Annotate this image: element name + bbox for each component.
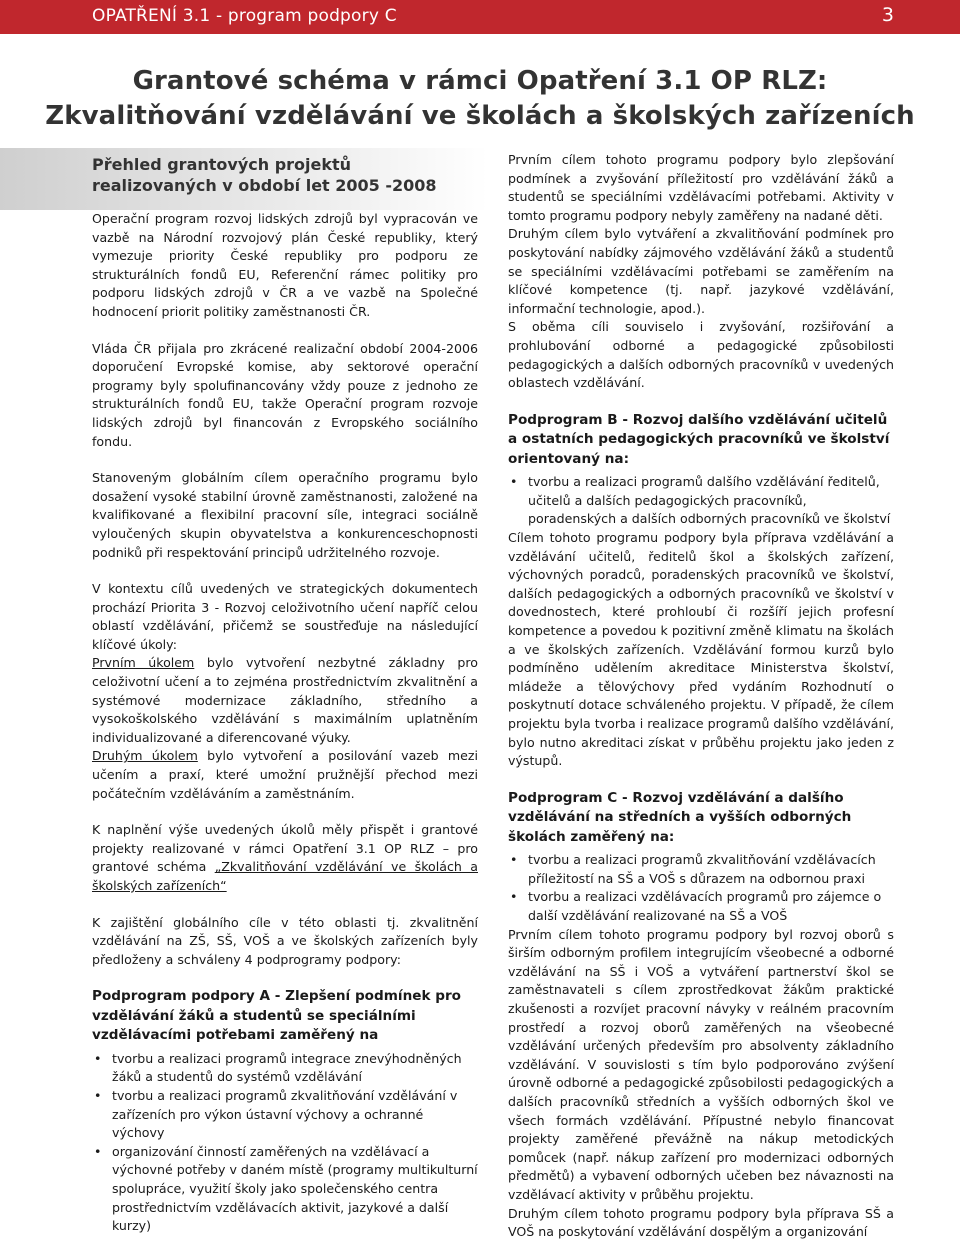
underlined-term: Druhým úkolem: [92, 748, 198, 764]
paragraph: S oběma cíli souviselo i zvyšování, rozšiřování a prohlubování odborné a pedagogické způsobilosti pedagogických a dalších odborných pracovníků v uvedených oblastech vzdělávání.: [508, 319, 894, 391]
right-column: [508, 151, 894, 1242]
paragraph: Prvním úkolem bylo vytvoření nezbytné základny pro celoživotní učení a to zejména prostřednictvím zkvalitnění a systémové modernizace základního, středního a vysokoškolského vzdělávání s maximálním uplatněním individualizované a diferencované výuky.: [92, 655, 478, 745]
paragraph: Vláda ČR přijala pro zkrácené realizační období 2004-2006 doporučení Evropské komise, aby sektorové operační programy byly spolufinancovány vždy pouze z jednoho ze strukturálních fondů EU, takže Operační program rozvoje lidských zdrojů byl financován z Evropského sociálního fondu.: [92, 340, 478, 449]
subprogram-b-list: [508, 473, 894, 529]
paragraph: Druhým úkolem bylo vytvoření a posilování vazeb mezi učením a praxí, které umožní pružnější přechod mezi počátečním vzděláváním a zaměstnáním.: [92, 748, 478, 801]
list-item: • organizování činností zaměřených na vzdělávací a výchovné potřeby v daném místě (programy multikulturní spolupráce, využití školy jako společenského centra prostřednictvím vzdělávacích aktivit, jazykové a další kurzy): [92, 1143, 478, 1236]
paragraph: V kontextu cílů uvedených ve strategických dokumentech prochází Priorita 3 - Rozvoj celoživotního učení napříč celou oblastí vzdělávání, přičemž se soustřeďuje na následující klíčové úkoly:: [92, 581, 478, 652]
paragraph: Prvním cílem tohoto programu podpory byl rozvoj oborů s širším odborným profilem integrujícím všeobecné a odborné vzdělávání na SŠ i VOŠ a vytváření partnerství škol se zaměstnavateli s cílem zprostředkovat žákům praktické zkušenosti a rozvíjet pracovní návyky v reálném pracovním prostředí a rozvoj oborů zaměřených na všeobecné vzdělávání určených především pro absolventy základního vzdělávání. V souvislosti s tím bylo podporováno zvýšení úrovně odborné a pedagogické způsobilosti pedagogických a dalších pracovníků středních a vyšších odborných škol ve všech formách vzdělávání. Přípustné nebylo financovat projekty zaměřené převážně na nákup metodických pomůcek (např. nákup zařízení pro modernizaci odborných předmětů) a vybavení odborných učeben bez návaznosti na vzdělávací aktivity v průběhu projektu.: [508, 926, 894, 1202]
subprogram-b-heading: Podprogram B - Rozvoj dalšího vzdělávání učitelů a ostatních pedagogických pracovníků ve školství orientovaný na:: [508, 411, 890, 467]
title-line-2: Zkvalitňování vzdělávání ve školách a školských zařízeních: [45, 101, 915, 131]
underlined-term: Prvním úkolem: [92, 655, 195, 671]
page-number: 3: [881, 4, 894, 26]
subprogram-a-list: [92, 1050, 478, 1236]
section-label: OPATŘENÍ 3.1 - program podpory C: [92, 6, 397, 26]
list-item: • tvorbu a realizaci programů zkvalitňování vzdělávání v zařízeních pro výkon ústavní výchovy a ochranné výchovy: [92, 1087, 478, 1143]
subprogram-c-list: [508, 851, 894, 925]
left-column: [92, 154, 478, 1236]
list-item: • tvorbu a realizaci programů integrace znevýhodněných žáků a studentů do systémů vzdělávání: [92, 1050, 478, 1087]
paragraph: K zajištění globálního cíle v této oblasti tj. zkvalitnění vzdělávání na ZŠ, SŠ, VOŠ a ve školských zařízeních byly předloženy a schváleny 4 podprogramy podpory:: [92, 914, 478, 967]
title-line-1: Grantové schéma v rámci Opatření 3.1 OP RLZ:: [132, 66, 828, 96]
paragraph: Operační program rozvoj lidských zdrojů byl vypracován ve vazbě na Národní rozvojový plán České republiky, který vymezuje priority České republiky pro podporu ze strukturálních fondů EU, Referenční rámec politiky pro podporu lidských zdrojů v ČR a ve vazbě na Společné hodnocení priorit politiky zaměstnanosti ČR.: [92, 211, 478, 319]
paragraph: Prvním cílem tohoto programu podpory bylo zlepšování podmínek a zvyšování příležitostí pro vzdělávání žáků a studentů se speciálními vzdělávacími potřebami. Aktivity v tomto programu podpory nebyly zaměřeny na nadané děti.: [508, 152, 894, 223]
paragraph: Druhým cílem bylo vytváření a zkvalitňování podmínek pro poskytování nabídky zájmového vzdělávání žáků a studentů se speciálními vzdělávacími potřebami se zaměřením na klíčové kompetence (tj. např. jazykové vzdělávání, informační technologie, apod.).: [508, 226, 894, 316]
paragraph: Druhým cílem tohoto programu podpory byla příprava SŠ a VOŠ na poskytování vzdělávání dospělým a organizování: [508, 1205, 894, 1240]
list-item: • tvorbu a realizaci programů dalšího vzdělávání ředitelů, učitelů a dalších pedagogických pracovníků, poradenských a dalších odborných pracovníků ve školství: [508, 473, 894, 529]
page-title: [0, 64, 960, 134]
subprogram-a-heading: Podprogram podpory A - Zlepšení podmínek pro vzdělávání žáků a studentů se speciálními vzdělávacími potřebami zaměřený na: [92, 988, 462, 1044]
paragraph: Stanoveným globálním cílem operačního programu bylo dosažení vysoké stabilní úrovně zaměstnanosti, založené na kvalifikované a flexibilní pracovní síle, integraci sociálně vyloučených skupin obyvatelstva a konkurenceschopnosti podniků při respektování principů udržitelného rozvoje.: [92, 470, 478, 560]
paragraph: K naplnění výše uvedených úkolů měly přispět i grantové projekty realizované v rámci Opatření 3.1 OP RLZ – pro grantové schéma „Zkvalitňování vzdělávání ve školách a školských zařízeních“: [92, 822, 478, 893]
program-title-link: „Zkvalitňování vzdělávání ve školách a školských zařízeních“: [92, 859, 478, 893]
paragraph: Cílem tohoto programu podpory byla příprava vzdělávání a vzdělávání učitelů, ředitelů škol a školských zařízení, výchovných poradců, poradenských pracovníků ve školství, dalších pedagogických a odborných pracovníků ve školství v dovednostech, které prohloubí či rozšíří jejich profesní kompetence a povedou k pozitivní změně klimatu na školách a ve školských zařízeních. Vzdělávání formou kurzů bylo podmíněno udělením akreditace Ministerstva školství, mládeže a tělovýchovy před vydáním Rozhodnutí o poskytnutí dotace schváleného projektu. V případě, že cílem projektu byla tvorba i realizace programů dalšího vzdělávání, bylo nutno akreditaci získat v průběhu projektu jako jeden z výstupů.: [508, 530, 894, 769]
header-bar: [0, 0, 960, 34]
section-subheading: Přehled grantových projektů realizovaných v období let 2005 -2008: [92, 155, 437, 195]
list-item: • tvorbu a realizaci programů zkvalitňování vzdělávacích příležitostí na SŠ a VOŠ s důrazem na odbornou praxi: [508, 851, 894, 888]
list-item: • tvorbu a realizaci vzdělávacích programů pro zájemce o další vzdělávání realizované na SŠ a VOŠ: [508, 888, 894, 925]
subprogram-c-heading: Podprogram C - Rozvoj vzdělávání a dalšího vzdělávání na středních a vyšších odborných školách zaměřený na:: [508, 789, 852, 845]
